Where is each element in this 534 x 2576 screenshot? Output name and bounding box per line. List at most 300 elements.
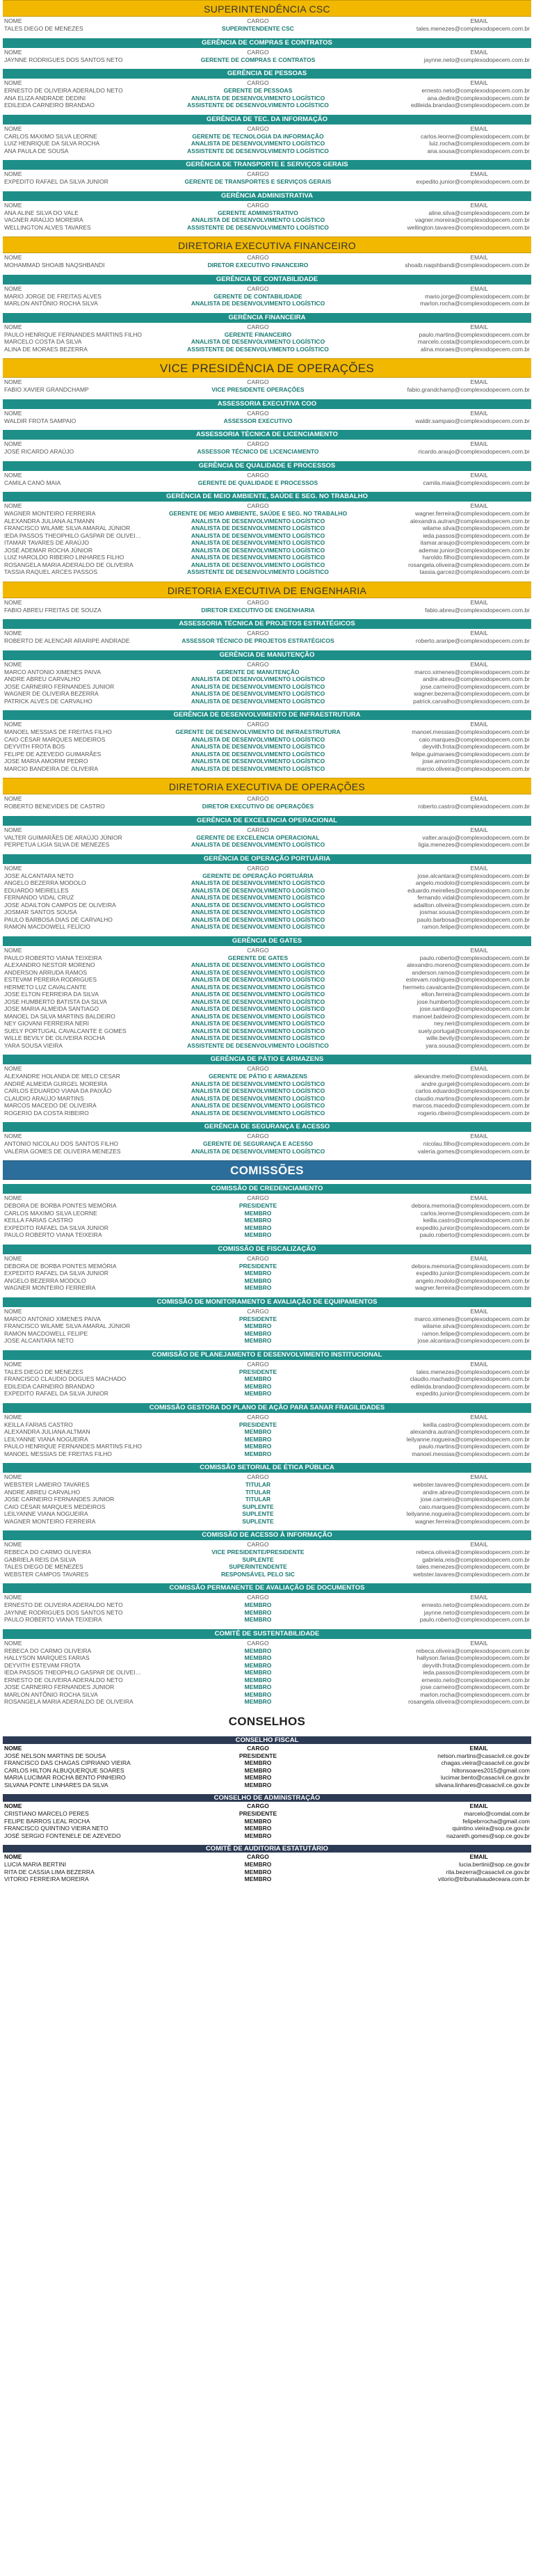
- table-row: [3, 554, 531, 561]
- person-email[interactable]: rebeca.oliveira@complexodopecem.com.br: [416, 1549, 530, 1555]
- column-header-role: CARGO: [247, 826, 269, 833]
- person-role: GERENTE FINANCEIRO: [224, 330, 292, 338]
- table-row: [3, 1832, 531, 1840]
- person-email[interactable]: paulo.barbosa@complexodopecem.com.br: [416, 915, 530, 923]
- person-role: ANALISTA DE DESENVOLVIMENTO LOGÍSTICO: [191, 1012, 325, 1020]
- person-email[interactable]: vitorio@tribunalsaudeceara.com.br: [438, 1875, 530, 1882]
- person-email[interactable]: marlon.rocha@complexodopecem.com.br: [420, 300, 530, 307]
- column-header-email: EMAIL: [470, 79, 488, 86]
- person-email[interactable]: suely.portugal@complexodopecem.com.br: [418, 1027, 530, 1034]
- person-email[interactable]: estevam.rodrigues@complexodopecem.com.br: [405, 976, 530, 983]
- column-header-name: NOME: [4, 1594, 22, 1601]
- person-email[interactable]: manoel.messias@complexodopecem.com.br: [412, 728, 530, 735]
- table-row: [3, 961, 531, 969]
- person-email[interactable]: hermeto.cavalcante@complexodopecem.com.br: [403, 983, 530, 991]
- table-row: [3, 87, 531, 95]
- column-header-role: CARGO: [247, 170, 269, 177]
- person-email[interactable]: alexandra.autran@complexodopecem.com.br: [410, 517, 530, 525]
- table-row: [3, 525, 531, 532]
- person-email[interactable]: paulo.martins@complexodopecem.com.br: [419, 1443, 530, 1450]
- person-role: MEMBRO: [244, 1661, 272, 1669]
- person-email[interactable]: jaynne.neto@complexodopecem.com.br: [423, 56, 530, 63]
- person-email[interactable]: ademar.junior@complexodopecem.com.br: [419, 546, 530, 554]
- staff-table: [0, 1064, 534, 1122]
- person-email[interactable]: adailton.oliveira@complexodopecem.com.br: [413, 901, 530, 909]
- table-row: [3, 1518, 531, 1526]
- person-role: MEMBRO: [244, 1435, 272, 1443]
- person-email[interactable]: lucimar.bento@casacivil.ce.gov.br: [441, 1774, 530, 1781]
- person-role: GERENTE DE TECNOLOGIA DA INFORMAÇÃO: [192, 132, 324, 140]
- person-name: LUIZ HENRIQUE DA SILVA ROCHA: [4, 140, 100, 147]
- person-email[interactable]: roberto.castro@complexodopecem.com.br: [418, 803, 530, 810]
- person-role: ANALISTA DE DESENVOLVIMENTO LOGÍSTICO: [191, 1034, 325, 1041]
- staff-table: [0, 1132, 534, 1160]
- staff-table: [0, 660, 534, 711]
- person-email[interactable]: webster.tavares@complexodopecem.com.br: [413, 1570, 530, 1578]
- person-email[interactable]: marcos.macedo@complexodopecem.com.br: [412, 1102, 530, 1109]
- person-email[interactable]: nazareth.gomes@sop.ce.gov.br: [446, 1832, 530, 1839]
- person-email[interactable]: rosangela.oliveira@complexodopecem.com.br: [408, 561, 530, 568]
- person-email[interactable]: wille.bevily@complexodopecem.com.br: [426, 1034, 530, 1041]
- person-email[interactable]: ricardo.araujo@complexodopecem.com.br: [418, 448, 530, 455]
- table-row: [3, 1677, 531, 1684]
- person-email[interactable]: hiltonsoares2015@gmail.com: [451, 1766, 530, 1774]
- department-heading: GERÊNCIA DE COMPRAS E CONTRATOS: [3, 38, 531, 48]
- table-row: [3, 751, 531, 758]
- person-email[interactable]: rebeca.oliveira@complexodopecem.com.br: [416, 1647, 530, 1654]
- person-role: GERENTE ADMINISTRATIVO: [218, 209, 298, 216]
- table-row: [3, 698, 531, 705]
- column-header-name: NOME: [4, 409, 22, 417]
- person-email[interactable]: tales.menezes@complexodopecem.com.br: [416, 1563, 530, 1570]
- person-email[interactable]: carlos.leorne@complexodopecem.com.br: [421, 1209, 530, 1217]
- table-row: [3, 140, 531, 147]
- column-header-email: EMAIL: [470, 795, 488, 802]
- table-row: [3, 346, 531, 353]
- person-name: CARLOS HILTON ALBUQUERQUE SOARES: [4, 1766, 124, 1774]
- table-row: [3, 728, 531, 736]
- person-name: PAULO HENRIQUE FERNANDES MARTINS FILHO: [4, 1443, 143, 1450]
- person-email[interactable]: valter.araujo@complexodopecem.com.br: [422, 833, 530, 841]
- person-role: ANALISTA DE DESENVOLVIMENTO LOGÍSTICO: [191, 923, 325, 930]
- person-email[interactable]: marco.ximenes@complexodopecem.com.br: [414, 668, 530, 675]
- person-email[interactable]: itamar.araujo@complexodopecem.com.br: [420, 539, 530, 546]
- person-email[interactable]: paulo.martins@complexodopecem.com.br: [419, 330, 530, 338]
- person-email[interactable]: josmar.sousa@complexodopecem.com.br: [419, 909, 530, 915]
- column-header-email: EMAIL: [470, 1065, 488, 1072]
- table-header: [3, 826, 531, 834]
- department-heading: GERÊNCIA DE QUALIDADE E PROCESSOS: [3, 461, 531, 471]
- table-row: [3, 1284, 531, 1292]
- person-email[interactable]: wellington.tavares@complexodopecem.com.br: [407, 223, 530, 231]
- person-email[interactable]: fabio.abreu@complexodopecem.com.br: [425, 606, 530, 614]
- person-email[interactable]: angelo.modolo@complexodopecem.com.br: [415, 879, 530, 886]
- person-role: ANALISTA DE DESENVOLVIMENTO LOGÍSTICO: [191, 894, 325, 901]
- person-email[interactable]: ieda.passos@complexodopecem.com.br: [423, 1669, 530, 1676]
- person-email[interactable]: webster.tavares@complexodopecem.com.br: [413, 1481, 530, 1488]
- person-email[interactable]: jose.alcantara@complexodopecem.com.br: [417, 1337, 530, 1344]
- person-email[interactable]: ana.dedini@complexodopecem.com.br: [427, 94, 530, 102]
- person-name: MARLON ANTÔNIO ROCHA SILVA: [4, 300, 98, 307]
- column-header-email: EMAIL: [470, 285, 488, 292]
- column-header-email: EMAIL: [470, 826, 488, 833]
- person-email[interactable]: nelson.martins@casacivil.ce.gov.br: [437, 1752, 530, 1759]
- person-name: RAMON MACDOWELL FELÍCIO: [4, 923, 90, 930]
- person-role: TITULAR: [245, 1488, 271, 1496]
- person-name: MARIA LUCIMAR ROCHA BENTO PINHEIRO: [4, 1774, 126, 1781]
- person-role: MEMBRO: [244, 1329, 272, 1337]
- table-row: [3, 209, 531, 217]
- table-row: [3, 1818, 531, 1825]
- column-header-email: EMAIL: [470, 1307, 488, 1315]
- table-header: [3, 946, 531, 954]
- person-email[interactable]: leilyanne.nogueira@complexodopecem.com.br: [406, 1510, 530, 1517]
- department-heading: ASSESSORIA EXECUTIVA COO: [3, 399, 531, 409]
- person-name: WAGNER DE OLIVEIRA BEZERRA: [4, 690, 99, 697]
- person-email[interactable]: deyvith.frota@complexodopecem.com.br: [422, 1661, 530, 1669]
- department-heading: GERÊNCIA DE PÁTIO E ARMAZENS: [3, 1055, 531, 1064]
- person-email[interactable]: alina.moraes@complexodopecem.com.br: [421, 345, 530, 353]
- person-role: GERENTE DE COMPRAS E CONTRATOS: [200, 56, 316, 63]
- table-row: [3, 479, 531, 487]
- table-row: [3, 1601, 531, 1609]
- person-email[interactable]: angelo.modolo@complexodopecem.com.br: [415, 1277, 530, 1284]
- person-email[interactable]: valeria.gomes@complexodopecem.com.br: [417, 1147, 530, 1155]
- table-row: [3, 386, 531, 394]
- table-row: [3, 1337, 531, 1345]
- table-row: [3, 1647, 531, 1655]
- person-email[interactable]: marco.ximenes@complexodopecem.com.br: [414, 1315, 530, 1322]
- person-email[interactable]: claudio.martins@complexodopecem.com.br: [414, 1094, 530, 1102]
- person-email[interactable]: ney.neri@complexodopecem.com.br: [434, 1020, 530, 1027]
- person-role: PRESIDENTE: [238, 1810, 277, 1817]
- table-row: [3, 1210, 531, 1217]
- column-header-name: NOME: [4, 1360, 22, 1368]
- person-role: ANALISTA DE DESENVOLVIMENTO LOGÍSTICO: [191, 879, 325, 886]
- person-name: JOSÉ SERGIO FONTENELE DE AZEVEDO: [4, 1832, 121, 1839]
- person-email[interactable]: claudio.machado@complexodopecem.com.br: [410, 1375, 530, 1382]
- person-email[interactable]: felipebrrocha@gmail.com: [462, 1817, 530, 1825]
- department-heading: ASSESSORIA TÉCNICA DE PROJETOS ESTRATÉGICOS: [3, 619, 531, 629]
- person-name: JOSE CARNEIRO FERNANDES JUNIOR: [4, 1496, 115, 1503]
- person-email[interactable]: patrick.carvalho@complexodopecem.com.br: [413, 697, 530, 705]
- person-name: WEBSTER CAMPOS TAVARES: [4, 1570, 89, 1578]
- person-email[interactable]: wilame.silva@complexodopecem.com.br: [422, 1322, 530, 1329]
- person-email[interactable]: carlos.leorne@complexodopecem.com.br: [421, 132, 530, 140]
- person-role: MEMBRO: [244, 1277, 272, 1284]
- person-role: MEMBRO: [244, 1390, 272, 1397]
- column-header-role: CARGO: [247, 630, 269, 637]
- department-heading: COMISSÃO DE PLANEJAMENTO E DESENVOLVIMENTO INSTITUCIONAL: [3, 1350, 531, 1360]
- table-header: [3, 1307, 531, 1315]
- person-email[interactable]: ramon.felipe@complexodopecem.com.br: [421, 1329, 530, 1337]
- staff-table: [0, 1639, 534, 1711]
- person-email[interactable]: carlos.eduardo@complexodopecem.com.br: [415, 1087, 530, 1094]
- person-email[interactable]: wagner.bezerra@complexodopecem.com.br: [414, 690, 530, 697]
- person-email[interactable]: manoel.messias@complexodopecem.com.br: [412, 1450, 530, 1457]
- person-email[interactable]: andre.abreu@complexodopecem.com.br: [422, 675, 530, 682]
- person-role: SUPLENTE: [242, 1510, 274, 1517]
- person-email[interactable]: eduardo.meirelles@complexodopecem.com.br: [407, 886, 530, 894]
- person-name: EXPEDITO RAFAEL DA SILVA JUNIOR: [4, 1390, 108, 1397]
- person-email[interactable]: rogerio.ribeiro@complexodopecem.com.br: [418, 1109, 530, 1117]
- person-email[interactable]: shoaib.naqshbandi@complexodopecem.com.br: [405, 262, 530, 269]
- person-role: PRESIDENTE: [238, 1368, 277, 1375]
- department-heading: GERÊNCIA FINANCEIRA: [3, 313, 531, 323]
- person-email[interactable]: andre.abreu@complexodopecem.com.br: [422, 1488, 530, 1496]
- table-row: [3, 1759, 531, 1767]
- person-email[interactable]: felipe.guimaraes@complexodopecem.com.br: [411, 750, 530, 758]
- person-role: MEMBRO: [244, 1375, 272, 1382]
- table-row: [3, 902, 531, 909]
- department-heading: GERÊNCIA DE TEC. DA INFORMAÇÃO: [3, 115, 531, 125]
- person-email[interactable]: debora.memoria@complexodopecem.com.br: [411, 1262, 530, 1270]
- table-row: [3, 532, 531, 540]
- person-email[interactable]: edileida.brandao@complexodopecem.com.br: [410, 1382, 530, 1390]
- person-email[interactable]: caio.marques@complexodopecem.com.br: [419, 1503, 530, 1510]
- person-email[interactable]: gabriela.reis@complexodopecem.com.br: [422, 1555, 530, 1563]
- column-header-email: EMAIL: [470, 1473, 488, 1480]
- column-header-role: CARGO: [247, 471, 269, 479]
- person-name: EXPEDITO RAFAEL DA SILVA JUNIOR: [4, 1224, 108, 1231]
- table-row: [3, 547, 531, 554]
- person-email[interactable]: quintino.vieira@sop.ce.gov.br: [452, 1825, 530, 1832]
- table-row: [3, 1421, 531, 1429]
- person-email[interactable]: ligia.menezes@complexodopecem.com.br: [418, 841, 530, 848]
- person-email[interactable]: tassia.garcez@complexodopecem.com.br: [419, 568, 530, 575]
- person-email[interactable]: ana.sousa@complexodopecem.com.br: [427, 147, 530, 154]
- person-email[interactable]: marcelo@comdal.com.br: [464, 1810, 530, 1817]
- column-header-email: EMAIL: [470, 1541, 488, 1548]
- person-name: KEILLA FARIAS CASTRO: [4, 1421, 73, 1428]
- table-row: [3, 133, 531, 141]
- person-email[interactable]: alexandre.melo@complexodopecem.com.br: [414, 1073, 530, 1080]
- person-email[interactable]: ernesto.neto@complexodopecem.com.br: [421, 87, 530, 94]
- table-row: [3, 1436, 531, 1443]
- column-header-role: CARGO: [247, 598, 269, 606]
- person-email[interactable]: jose.humberto@complexodopecem.com.br: [416, 998, 530, 1005]
- table-row: [3, 984, 531, 991]
- person-name: TALES DIEGO DE MENEZES: [4, 25, 83, 32]
- person-email[interactable]: jose.santiago@complexodopecem.com.br: [419, 1005, 530, 1012]
- person-name: MANOEL MESSIAS DE FREITAS FILHO: [4, 728, 112, 735]
- person-role: ANALISTA DE DESENVOLVIMENTO LOGÍSTICO: [191, 743, 325, 750]
- table-row: [3, 1330, 531, 1338]
- person-role: SUPERINTENDENTE: [229, 1563, 287, 1570]
- person-email[interactable]: caio.marques@complexodopecem.com.br: [419, 735, 530, 743]
- person-role: MEMBRO: [244, 1861, 272, 1868]
- person-name: CAIO CÉSAR MARQUES MEDEIROS: [4, 1503, 106, 1510]
- person-role: GERENTE DE PÁTIO E ARMAZENS: [209, 1073, 307, 1080]
- person-name: RAMON MACDOWELL FELIPE: [4, 1329, 88, 1337]
- person-email[interactable]: alexandra.autran@complexodopecem.com.br: [410, 1428, 530, 1435]
- person-email[interactable]: ernesto.neto@complexodopecem.com.br: [421, 1676, 530, 1683]
- person-email[interactable]: wagner.ferreira@complexodopecem.com.br: [414, 510, 530, 517]
- person-name: DEYVITH FROTA BOS: [4, 743, 65, 750]
- person-role: MEMBRO: [244, 1217, 272, 1224]
- table-header: [3, 1540, 531, 1549]
- person-email[interactable]: wilame.silva@complexodopecem.com.br: [422, 525, 530, 531]
- column-header-email: EMAIL: [470, 323, 488, 330]
- person-email[interactable]: roberto.araripe@complexodopecem.com.br: [415, 637, 530, 644]
- person-email[interactable]: ernesto.neto@complexodopecem.com.br: [421, 1601, 530, 1608]
- department-heading: CONSELHO DE ADMINISTRAÇÃO: [3, 1794, 531, 1802]
- table-row: [3, 1095, 531, 1103]
- person-email[interactable]: marcelo.costa@complexodopecem.com.br: [417, 338, 530, 345]
- person-email[interactable]: vagner.moreira@complexodopecem.com.br: [414, 216, 530, 223]
- person-name: EDILEIDA CARNEIRO BRANDAO: [4, 102, 95, 109]
- person-email[interactable]: marcio.oliveira@complexodopecem.com.br: [416, 765, 530, 772]
- person-email[interactable]: debora.memoria@complexodopecem.com.br: [411, 1202, 530, 1209]
- table-header: [3, 17, 531, 25]
- person-email[interactable]: andre.gurgel@complexodopecem.com.br: [421, 1080, 530, 1087]
- person-email[interactable]: luiz.rocha@complexodopecem.com.br: [429, 140, 530, 147]
- person-email[interactable]: expedito.junior@complexodopecem.com.br: [416, 1270, 530, 1277]
- person-email[interactable]: jose.carneiro@complexodopecem.com.br: [421, 1496, 530, 1503]
- person-email[interactable]: yara.sousa@complexodopecem.com.br: [426, 1041, 530, 1049]
- person-role: TITULAR: [245, 1481, 271, 1488]
- person-name: PAULO BARBOSA DIAS DE CARVALHO: [4, 915, 113, 923]
- column-header-role: CARGO: [247, 440, 269, 447]
- table-row: [3, 758, 531, 765]
- table-header: [3, 1064, 531, 1073]
- table-row: [3, 539, 531, 547]
- person-email[interactable]: silvana.linhares@casacivil.ce.gov.br: [435, 1781, 530, 1789]
- staff-table: [0, 1802, 534, 1845]
- person-email[interactable]: anderson.ramos@complexodopecem.com.br: [412, 968, 530, 976]
- person-email[interactable]: waldir.sampaio@complexodopecem.com.br: [415, 417, 530, 424]
- person-role: ASSISTENTE DE DESENVOLVIMENTO LOGÍSTICO: [187, 223, 329, 231]
- table-row: [3, 331, 531, 339]
- column-header-role: CARGO: [247, 1744, 269, 1752]
- person-email[interactable]: jose.amorim@complexodopecem.com.br: [422, 758, 530, 765]
- person-name: ROSANGELA MARIA ADERALDO DE OLIVEIRA: [4, 561, 134, 568]
- person-email[interactable]: leilyanne.nogueira@complexodopecem.com.br: [406, 1435, 530, 1443]
- section-banner: VICE PRESIDÊNCIA DE OPERAÇÕES: [3, 358, 531, 378]
- person-email[interactable]: deyvith.frota@complexodopecem.com.br: [422, 743, 530, 750]
- table-row: [3, 1315, 531, 1323]
- person-email[interactable]: ieda.passos@complexodopecem.com.br: [423, 531, 530, 539]
- person-email[interactable]: jose.carneiro@complexodopecem.com.br: [421, 1683, 530, 1690]
- person-email[interactable]: hallyson.farias@complexodopecem.com.br: [416, 1654, 530, 1661]
- person-name: ANGELO BEZERRA MODOLO: [4, 879, 86, 886]
- person-email[interactable]: ramon.felipe@complexodopecem.com.br: [421, 923, 530, 930]
- person-role: TITULAR: [245, 1496, 271, 1503]
- person-name: MANOEL DA SILVA MARTINS BALDEIRO: [4, 1012, 115, 1020]
- person-role: VICE PRESIDENTE OPERAÇÕES: [211, 386, 305, 393]
- person-email[interactable]: jose.alcantara@complexodopecem.com.br: [417, 872, 530, 879]
- person-name: JOSÉ ADEMAR ROCHA JÚNIOR: [4, 546, 93, 554]
- person-name: FRANCISCO CLAUDIO DOGUES MACHADO: [4, 1375, 127, 1382]
- person-email[interactable]: keilla.castro@complexodopecem.com.br: [423, 1217, 530, 1224]
- person-role: MEMBRO: [244, 1322, 272, 1329]
- person-role: ANALISTA DE DESENVOLVIMENTO LOGÍSTICO: [191, 886, 325, 894]
- person-email[interactable]: paulo.roberto@complexodopecem.com.br: [419, 1231, 530, 1238]
- person-email[interactable]: mario.jorge@complexodopecem.com.br: [425, 292, 530, 300]
- person-email[interactable]: wagner.ferreira@complexodopecem.com.br: [414, 1517, 530, 1525]
- table-row: [3, 1810, 531, 1818]
- column-header-role: CARGO: [247, 795, 269, 802]
- person-email[interactable]: rosangela.oliveira@complexodopecem.com.br: [408, 1698, 530, 1705]
- person-name: PAULO ROBERTO VIANA TEIXEIRA: [4, 1231, 102, 1238]
- person-role: ANALISTA DE DESENVOLVIMENTO LOGÍSTICO: [191, 1147, 325, 1155]
- table-row: [3, 1202, 531, 1210]
- person-role: MEMBRO: [244, 1766, 272, 1774]
- staff-table: [0, 1593, 534, 1629]
- person-email[interactable]: paulo.roberto@complexodopecem.com.br: [419, 1616, 530, 1623]
- person-email[interactable]: expedito.junior@complexodopecem.com.br: [416, 1390, 530, 1397]
- staff-table: [0, 170, 534, 191]
- person-role: ASSISTENTE DE DESENVOLVIMENTO LOGÍSTICO: [187, 1041, 329, 1049]
- person-email[interactable]: tales.menezes@complexodopecem.com.br: [416, 25, 530, 32]
- table-row: [3, 1875, 531, 1883]
- person-name: SUELY PORTUGAL CAVALCANTE E GOMES: [4, 1027, 127, 1034]
- table-header: [3, 48, 531, 56]
- table-row: [3, 1073, 531, 1080]
- column-header-name: NOME: [4, 630, 22, 637]
- column-header-name: NOME: [4, 1744, 22, 1752]
- table-row: [3, 1322, 531, 1330]
- table-row: [3, 669, 531, 676]
- table-row: [3, 736, 531, 744]
- column-header-role: CARGO: [247, 201, 269, 209]
- person-name: ERNESTO DE OLIVEIRA ADERALDO NETO: [4, 1601, 123, 1608]
- person-email[interactable]: nicolau.filho@complexodopecem.com.br: [423, 1140, 530, 1147]
- person-role: MEMBRO: [244, 1676, 272, 1683]
- person-email[interactable]: expedito.junior@complexodopecem.com.br: [416, 178, 530, 185]
- person-email[interactable]: paulo.roberto@complexodopecem.com.br: [419, 954, 530, 961]
- person-email[interactable]: haroldo.filho@complexodopecem.com.br: [422, 554, 530, 561]
- person-email[interactable]: lucia.bertini@sop.ce.gov.br: [458, 1861, 530, 1868]
- person-email[interactable]: jaynne.neto@complexodopecem.com.br: [423, 1608, 530, 1616]
- person-email[interactable]: manoel.baldeiro@complexodopecem.com.br: [412, 1012, 530, 1020]
- table-header: [3, 1639, 531, 1647]
- person-email[interactable]: fabio.grandchamp@complexodopecem.com.br: [407, 386, 530, 393]
- column-header-role: CARGO: [247, 1360, 269, 1368]
- person-email[interactable]: jose.carneiro@complexodopecem.com.br: [421, 682, 530, 690]
- table-row: [3, 25, 531, 33]
- person-name: JOSE HUMBERTO BATISTA DA SILVA: [4, 998, 107, 1005]
- person-role: MEMBRO: [244, 1270, 272, 1277]
- person-email[interactable]: keilla.castro@complexodopecem.com.br: [423, 1421, 530, 1428]
- person-email[interactable]: edileida.brandao@complexodopecem.com.br: [410, 102, 530, 109]
- person-name: WAGNER MONTEIRO FERREIRA: [4, 1284, 96, 1291]
- table-header: [3, 1473, 531, 1481]
- person-email[interactable]: tales.menezes@complexodopecem.com.br: [416, 1368, 530, 1375]
- person-email[interactable]: fernando.vidal@complexodopecem.com.br: [417, 894, 530, 901]
- department-heading: ASSESSORIA TÉCNICA DE LICENCIAMENTO: [3, 430, 531, 440]
- person-email[interactable]: chagas.vieira@casacivil.ce.gov.br: [441, 1759, 530, 1766]
- person-name: JOSE CARNEIRO FERNANDES JUNIOR: [4, 1683, 115, 1690]
- person-email[interactable]: alexandro.moreno@complexodopecem.com.br: [407, 961, 530, 968]
- column-header-name: NOME: [4, 323, 22, 330]
- person-role: PRESIDENTE: [238, 1752, 277, 1759]
- person-email[interactable]: wagner.ferreira@complexodopecem.com.br: [414, 1284, 530, 1291]
- person-email[interactable]: rita.bezerra@casacivil.ce.gov.br: [446, 1868, 530, 1875]
- person-name: FERNANDO VIDAL CRUZ: [4, 894, 74, 901]
- staff-table: [0, 1473, 534, 1530]
- staff-table: [0, 409, 534, 431]
- person-email[interactable]: aline.silva@complexodopecem.com.br: [428, 209, 530, 216]
- person-role: ANALISTA DE DESENVOLVIMENTO LOGÍSTICO: [191, 983, 325, 991]
- person-email[interactable]: camila.maia@complexodopecem.com.br: [423, 479, 530, 486]
- person-email[interactable]: elton.ferreira@complexodopecem.com.br: [421, 991, 530, 998]
- person-email[interactable]: expedito.junior@complexodopecem.com.br: [416, 1224, 530, 1231]
- person-name: EXPEDITO RAFAEL DA SILVA JUNIOR: [4, 178, 108, 185]
- column-header-role: CARGO: [247, 721, 269, 728]
- person-email[interactable]: marlon.rocha@complexodopecem.com.br: [420, 1690, 530, 1698]
- table-row: [3, 1042, 531, 1050]
